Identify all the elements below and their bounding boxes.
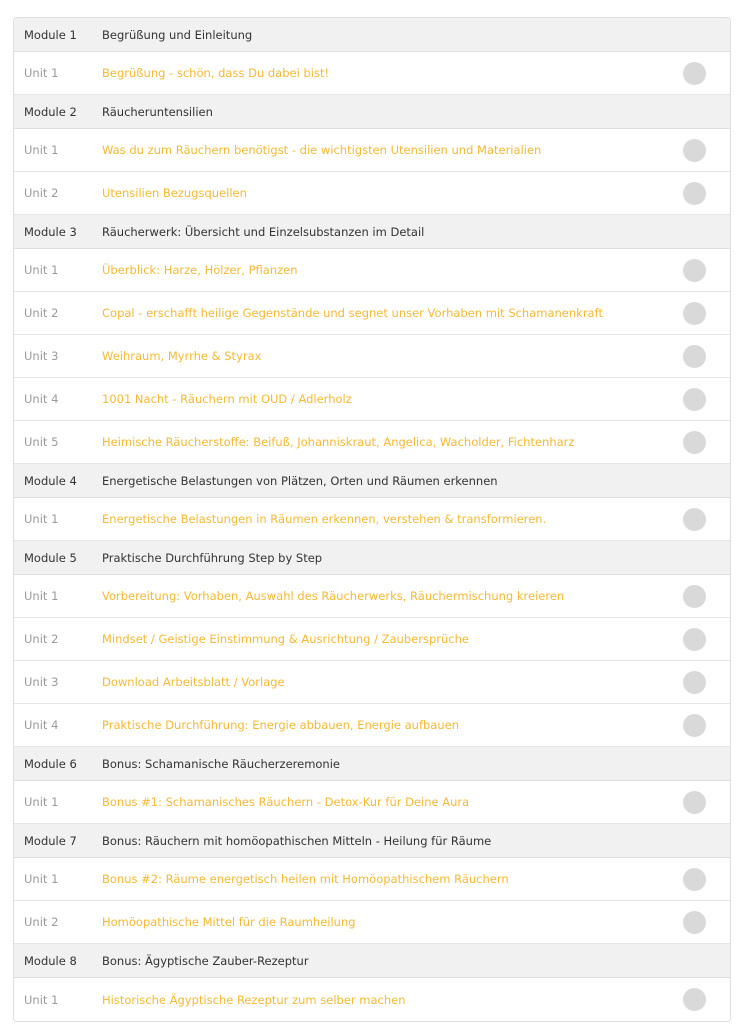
unit-number: Unit 2 <box>24 186 59 200</box>
unit-row[interactable] <box>14 335 730 378</box>
unit-row[interactable] <box>14 901 730 944</box>
unit-row[interactable] <box>14 618 730 661</box>
completion-status-icon <box>683 911 706 934</box>
completion-status-icon <box>683 302 706 325</box>
unit-link[interactable]: Was du zum Räuchern benötigst - die wichtigsten Utensilien und Materialien <box>102 143 542 157</box>
unit-link[interactable]: Überblick: Harze, Hölzer, Pflanzen <box>102 263 298 277</box>
completion-status-icon <box>683 671 706 694</box>
unit-link[interactable]: Begrüßung - schön, dass Du dabei bist! <box>102 66 330 80</box>
unit-number: Unit 5 <box>24 435 59 449</box>
unit-row[interactable] <box>14 661 730 704</box>
module-title: Bonus: Schamanische Räucherzeremonie <box>102 756 340 771</box>
unit-number: Unit 1 <box>24 795 59 809</box>
module-header <box>14 541 730 575</box>
completion-status-icon <box>683 868 706 891</box>
unit-row[interactable] <box>14 292 730 335</box>
completion-status-icon <box>683 139 706 162</box>
completion-status-icon <box>683 791 706 814</box>
module-number: Module 1 <box>24 27 77 42</box>
unit-row[interactable] <box>14 52 730 95</box>
completion-status-icon <box>683 62 706 85</box>
module-number: Module 4 <box>24 473 77 488</box>
unit-link[interactable]: Bonus #2: Räume energetisch heilen mit Homöopathischem Räuchern <box>102 872 509 886</box>
unit-link[interactable]: Download Arbeitsblatt / Vorlage <box>102 675 285 689</box>
unit-link[interactable]: Bonus #1: Schamanisches Räuchern - Detox-Kur für Deine Aura <box>102 795 470 809</box>
module-header <box>14 747 730 781</box>
unit-number: Unit 1 <box>24 872 59 886</box>
module-header <box>14 824 730 858</box>
completion-status-icon <box>683 714 706 737</box>
module-header <box>14 944 730 978</box>
unit-link[interactable]: Copal - erschafft heilige Gegenstände und segnet unser Vorhaben mit Schamanenkraft <box>102 306 603 320</box>
unit-link[interactable]: Vorbereitung: Vorhaben, Auswahl des Räucherwerks, Räuchermischung kreieren <box>102 589 565 603</box>
module-title: Räucheruntensilien <box>102 104 213 119</box>
module-number: Module 2 <box>24 104 77 119</box>
module-header <box>14 95 730 129</box>
unit-number: Unit 3 <box>24 675 59 689</box>
unit-row[interactable] <box>14 978 730 1021</box>
unit-link[interactable]: 1001 Nacht - Räuchern mit OUD / Adlerholz <box>102 392 352 406</box>
unit-number: Unit 1 <box>24 992 59 1007</box>
module-number: Module 8 <box>24 953 77 968</box>
unit-row[interactable] <box>14 781 730 824</box>
module-header <box>14 464 730 498</box>
unit-number: Unit 1 <box>24 66 59 80</box>
unit-link[interactable]: Weihraum, Myrrhe & Styrax <box>102 349 262 363</box>
unit-number: Unit 1 <box>24 512 59 526</box>
unit-row[interactable] <box>14 172 730 215</box>
unit-number: Unit 2 <box>24 915 59 929</box>
completion-status-icon <box>683 345 706 368</box>
module-title: Bonus: Räuchern mit homöopathischen Mitteln - Heilung für Räume <box>102 833 492 848</box>
unit-number: Unit 2 <box>24 306 59 320</box>
completion-status-icon <box>683 988 706 1011</box>
unit-number: Unit 1 <box>24 589 59 603</box>
completion-status-icon <box>683 585 706 608</box>
module-title: Praktische Durchführung Step by Step <box>102 550 323 565</box>
unit-row[interactable] <box>14 129 730 172</box>
module-header <box>14 215 730 249</box>
unit-number: Unit 2 <box>24 632 59 646</box>
unit-row[interactable] <box>14 378 730 421</box>
course-curriculum <box>13 17 731 1022</box>
unit-link[interactable]: Praktische Durchführung: Energie abbauen, Energie aufbauen <box>102 718 459 732</box>
module-number: Module 5 <box>24 550 77 565</box>
unit-row[interactable] <box>14 575 730 618</box>
completion-status-icon <box>683 182 706 205</box>
module-title: Begrüßung und Einleitung <box>102 27 253 42</box>
unit-link[interactable]: Energetische Belastungen in Räumen erkennen, verstehen & transformieren. <box>102 512 547 526</box>
unit-row[interactable] <box>14 421 730 464</box>
completion-status-icon <box>683 508 706 531</box>
unit-link[interactable]: Mindset / Geistige Einstimmung & Ausrichtung / Zaubersprüche <box>102 632 469 646</box>
unit-link[interactable]: Historische Ägyptische Rezeptur zum selber machen <box>102 992 406 1007</box>
module-title: Räucherwerk: Übersicht und Einzelsubstanzen im Detail <box>102 224 425 239</box>
unit-number: Unit 4 <box>24 392 59 406</box>
unit-number: Unit 1 <box>24 263 59 277</box>
unit-row[interactable] <box>14 249 730 292</box>
module-title: Bonus: Ägyptische Zauber-Rezeptur <box>102 953 309 968</box>
completion-status-icon <box>683 628 706 651</box>
unit-link[interactable]: Homöopathische Mittel für die Raumheilung <box>102 915 356 929</box>
module-number: Module 3 <box>24 224 77 239</box>
unit-link[interactable]: Heimische Räucherstoffe: Beifuß, Johanniskraut, Angelica, Wacholder, Fichtenharz <box>102 435 575 449</box>
unit-number: Unit 1 <box>24 143 59 157</box>
module-header <box>14 18 730 52</box>
module-number: Module 6 <box>24 756 77 771</box>
unit-row[interactable] <box>14 704 730 747</box>
completion-status-icon <box>683 431 706 454</box>
unit-row[interactable] <box>14 858 730 901</box>
unit-row[interactable] <box>14 498 730 541</box>
module-number: Module 7 <box>24 833 77 848</box>
completion-status-icon <box>683 388 706 411</box>
completion-status-icon <box>683 259 706 282</box>
module-title: Energetische Belastungen von Plätzen, Orten und Räumen erkennen <box>102 473 498 488</box>
unit-number: Unit 4 <box>24 718 59 732</box>
unit-number: Unit 3 <box>24 349 59 363</box>
unit-link[interactable]: Utensilien Bezugsquellen <box>102 186 247 200</box>
